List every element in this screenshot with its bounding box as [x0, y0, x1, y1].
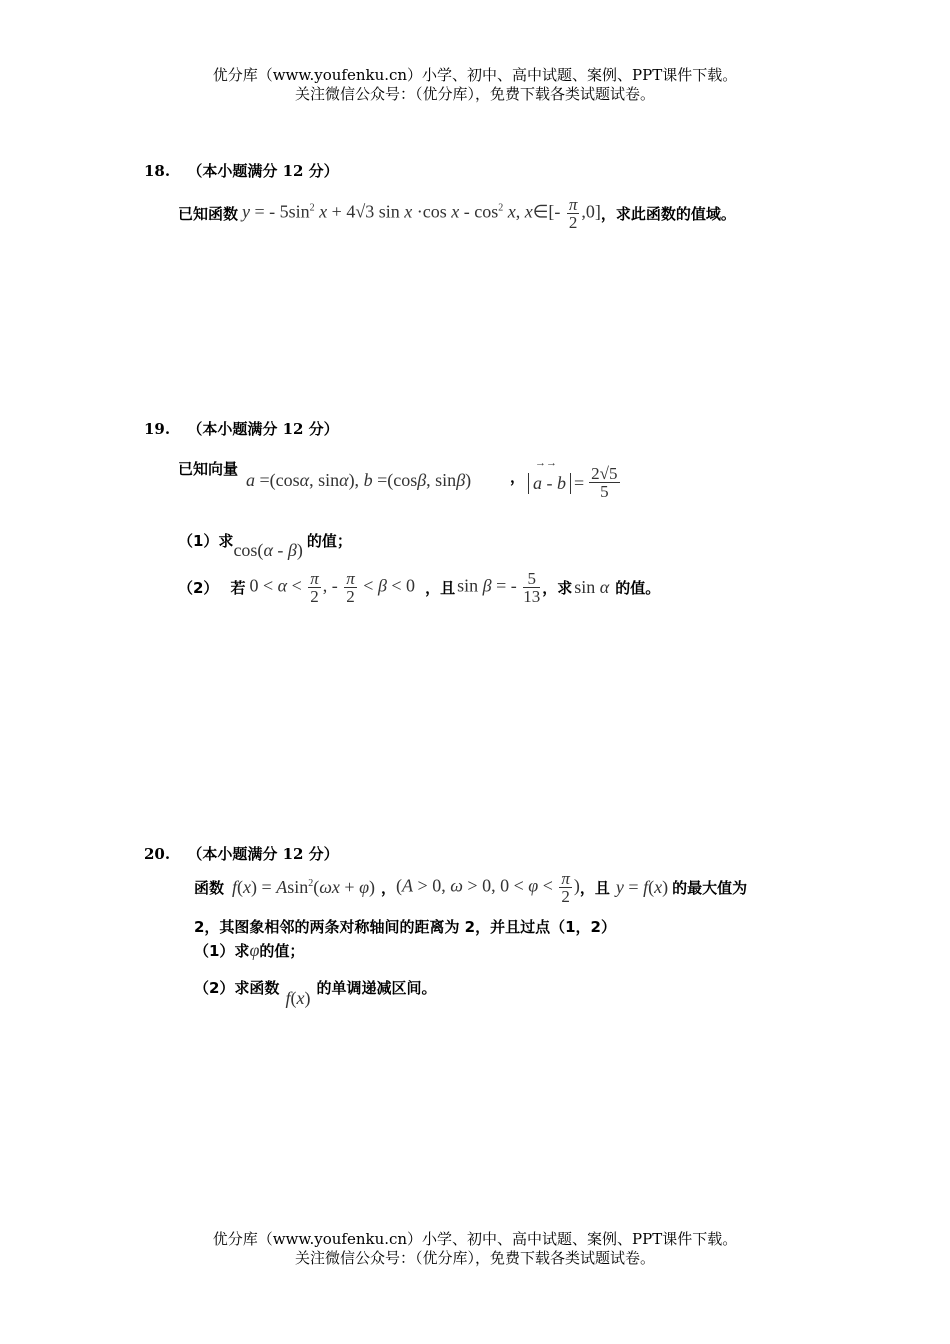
- q18-lead: 已知函数: [178, 205, 239, 223]
- q18-score: （本小题满分 12 分）: [187, 162, 339, 180]
- q19-comma: ，: [510, 468, 526, 486]
- footer-line-1: 优分库（www.youfenku.cn）小学、初中、高中试题、案例、PPT课件下载。: [212, 1230, 738, 1248]
- q20-line1: 函数 f(x) = Asin$^2$(ωx + φ) ， (A > 0, ω > 0, 0 < φ < $\frac{\pi}{2}$ ) ，且 y = f(x) 的最大值为: [194, 869, 748, 906]
- q19-p2-and: ，且: [425, 579, 456, 597]
- q19-vectors: a =(cosα, sinα), b =(cosβ, sinβ): [246, 470, 472, 490]
- q18-fraction: $\frac{\pi}{2}$: [568, 195, 578, 232]
- page-footer: [0, 1230, 950, 1268]
- q18-expression: y = - $5\sin^2$ x + 4√3 sin x ·cos x - $\cos^2 x$, x∈[- $\frac{\pi}{2}$ ,0]: [242, 195, 601, 232]
- q20-and: ，且: [579, 879, 610, 897]
- page-header: [0, 66, 950, 104]
- q19-part2: [178, 570, 660, 605]
- q20-part1: [194, 940, 304, 961]
- q20-number: 20.: [144, 845, 171, 863]
- q20-func: f(x) = Asin$^2$(ωx + φ): [232, 877, 376, 897]
- q19-p2-target: sin α: [574, 577, 610, 597]
- q19-norm-fraction: $\frac{2√5}{5}$: [591, 464, 618, 501]
- q20-p2-tail: 的单调递减区间。: [316, 979, 437, 997]
- q19-p2-tail: 的值。: [615, 579, 661, 597]
- q20-cond: (A > 0, ω > 0, 0 < φ < $\frac{\pi}{2}$ ): [396, 869, 580, 906]
- q19-lead-row: [178, 458, 238, 479]
- q19-p2-ask: ，求: [542, 579, 573, 597]
- q18-heading: [144, 160, 339, 181]
- q20-lead: 函数: [194, 879, 225, 897]
- q20-score: （本小题满分 12 分）: [187, 845, 339, 863]
- q20-heading: [144, 843, 339, 864]
- q20-p2-label: （2）求函数: [194, 979, 280, 997]
- q19-p1-expr: cos(α - β): [233, 540, 303, 560]
- header-line-1: 优分库（www.youfenku.cn）小学、初中、高中试题、案例、PPT课件下载。: [212, 66, 738, 84]
- q19-p2-sin: sin β = - $\frac{5}{13}$: [457, 569, 541, 606]
- q18-tail: ，求此函数的值域。: [600, 205, 736, 223]
- q19-norm: →→ a - b = $\frac{2√5}{5}$: [528, 455, 622, 500]
- q19-lead: 已知向量: [178, 460, 239, 478]
- q19-p2-cond: 0 < α < $\frac{\pi}{2}$ , - $\frac{\pi}{2}$ < β < 0: [249, 569, 416, 606]
- q19-p1-tail: 的值；: [306, 532, 352, 550]
- q20-p1-var: φ: [249, 940, 260, 960]
- q20-p2-func: f(x): [285, 988, 311, 1008]
- q19-number: 19.: [144, 420, 171, 438]
- q20-line2: 2，其图象相邻的两条对称轴间的距离为 2，并且过点（1，2）: [194, 918, 616, 936]
- q19-heading: [144, 418, 339, 439]
- q19-p1-label: （1）求: [178, 532, 234, 550]
- q19-p2-label: （2）: [178, 579, 219, 597]
- q20-max-expr: y = f(x): [615, 877, 669, 897]
- q20-part2: [194, 966, 436, 1009]
- q20-p1-tail: 的值；: [259, 942, 305, 960]
- q19-p2-if: 若: [230, 579, 246, 597]
- q20-max-tail: 的最大值为: [672, 879, 748, 897]
- q19-part1: [178, 520, 352, 561]
- header-line-2: 关注微信公众号：（优分库），免费下载各类试题试卷。: [294, 85, 655, 103]
- q20-p1-label: （1）求: [194, 942, 250, 960]
- footer-line-2: 关注微信公众号：（优分库），免费下载各类试题试卷。: [294, 1249, 655, 1267]
- q18-body: [178, 196, 736, 231]
- q18-number: 18.: [144, 162, 171, 180]
- q19-score: （本小题满分 12 分）: [187, 420, 339, 438]
